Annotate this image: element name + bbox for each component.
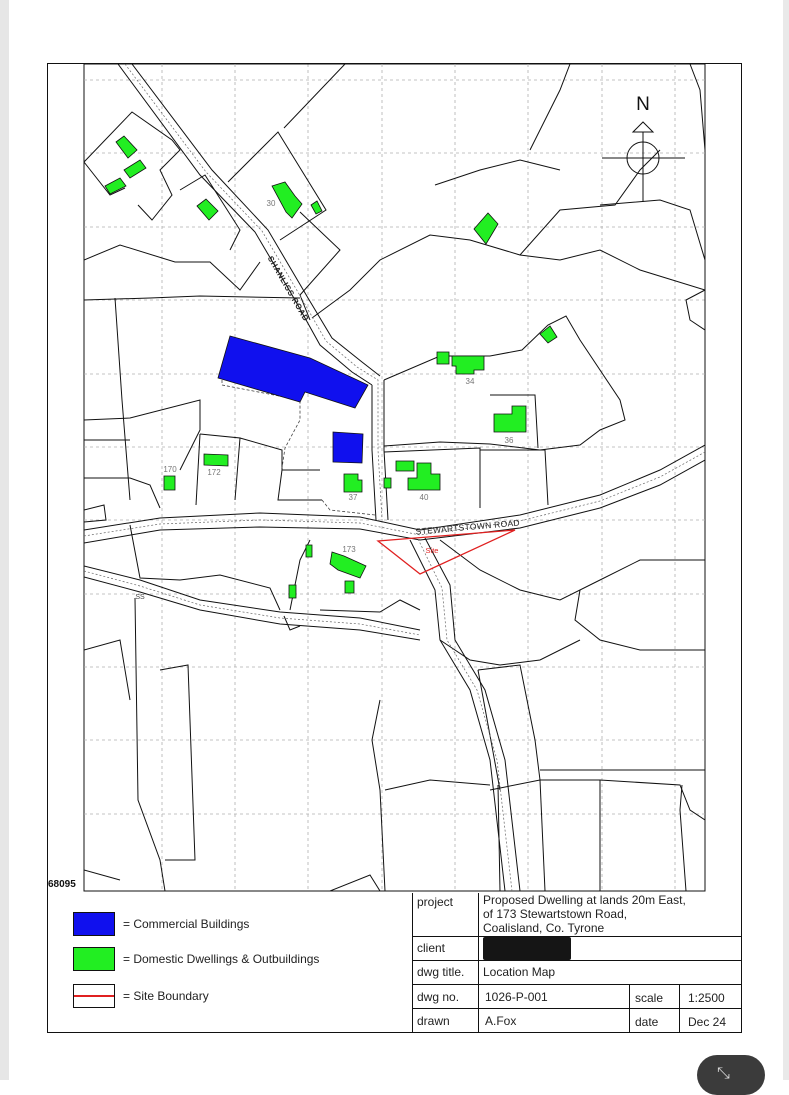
site-boundary-swatch [73,984,115,1008]
legend [48,893,413,1032]
dwg-title: Location Map [483,965,556,979]
client-name-redacted [483,937,571,960]
title-block-divider [413,960,742,961]
drawn-label: drawn [417,1014,450,1028]
client-label: client [417,941,446,955]
project-line-1: Proposed Dwelling at lands 20m East, [483,893,686,907]
domestic-building [345,581,354,593]
scale-value: 1:2500 [688,991,725,1005]
title-block-divider [679,984,680,1033]
site-label: Site [425,546,439,555]
date-label: date [635,1015,659,1029]
grid-reference: 68095 [48,879,76,890]
road-label-stewartstown: STEWARTSTOWN ROAD [415,517,521,537]
map-frame [84,64,705,891]
legend-label: = Commercial Buildings [123,917,250,931]
commercial-swatch [73,912,115,936]
legend-label: = Domestic Dwellings & Outbuildings [123,952,320,966]
north-label: N [636,94,650,115]
legend-item-domestic [73,946,319,972]
commercial-building [333,432,363,463]
date-value: Dec 24 [688,1015,727,1029]
legend-label: = Site Boundary [123,989,209,1003]
project-line-3: Coalisland, Co. Tyrone [483,921,605,935]
domestic-building [396,461,414,471]
drawn-by: A.Fox [485,1014,517,1028]
domestic-building [204,454,228,466]
domestic-building [306,545,312,557]
title-block-divider [629,984,630,1033]
house-number: 34 [465,377,475,386]
domestic-building [437,352,449,364]
title-block-divider [413,936,742,937]
road-label-shanliss: SHANLISS ROAD [265,254,311,324]
house-number: 37 [348,493,358,502]
legend-item-site-boundary [73,983,209,1009]
house-number: 172 [207,468,221,477]
misc-map-label: SS [135,594,145,601]
expand-icon: ⤡ [717,1065,730,1082]
domestic-building [164,476,175,490]
house-number: 36 [504,436,514,445]
dwg-no-label: dwg no. [417,990,460,1004]
domestic-swatch [73,947,115,971]
house-number: 170 [163,465,177,474]
house-number: 30 [266,199,276,208]
title-block-divider [413,1008,742,1009]
house-number: 40 [419,493,429,502]
domestic-building [384,478,391,488]
dwg-title-label: dwg title. [417,965,465,979]
title-block-divider [413,984,742,985]
house-number: 173 [342,545,356,554]
dwg-no: 1026-P-001 [485,990,548,1004]
title-block-divider [412,893,413,1033]
scale-label: scale [635,991,664,1005]
title-block-divider [478,893,479,1033]
domestic-building [289,585,296,598]
project-label: project [417,895,454,909]
viewer-overlay-button[interactable] [697,1055,765,1095]
project-line-2: of 173 Stewartstown Road, [483,907,628,921]
legend-item-commercial [73,911,249,937]
